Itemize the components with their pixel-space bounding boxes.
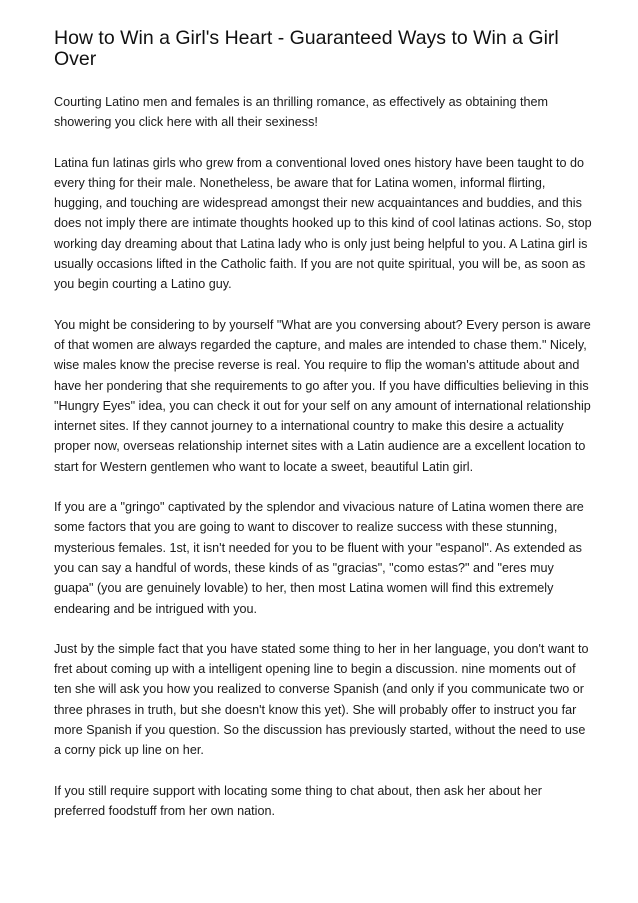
document-title: How to Win a Girl's Heart - Guaranteed Ways to Win a Girl Over <box>54 27 559 70</box>
paragraph-5: Just by the simple fact that you have stated some thing to her in her language, you don't want to fret about coming up with a intelligent opening line to begin a discussion. nine moments out of ten she will ask you how you realized to converse Spanish (and only if you communicate two or three phrases in truth, but she doesn't know this yet). She will probably offer to instruct you far more Spanish if you question. So the discussion has previously started, without the need to use a corny pick up line on her. <box>54 641 589 758</box>
paragraph-2: Latina fun latinas girls who grew from a conventional loved ones history have been taught to do every thing for their male. Nonetheless, be aware that for Latina women, informal flirting, hugging, and touching are widespread amongst their new acquaintances and buddies, and this does not imply there are intimate thoughts hooked up to this kind of cool latinas actions. So, stop working day dreaming about that Latina lady who is only just being helpful to you. A Latina girl is usually occasions lifted in the Catholic faith. If you are not quite spiritual, you will be, as soon as you begin courting a Latino guy. <box>54 155 592 292</box>
paragraph-1: Courting Latino men and females is an thrilling romance, as effectively as obtaining them showering you click here with all their sexiness! <box>54 95 548 130</box>
paragraph-3: You might be considering to by yourself "What are you conversing about? Every person is aware of that women are always regarded the capture, and males are intended to chase them." Nicely, wise males know the precise reverse is real. You require to flip the woman's attitude about and have her pondering that she requirements to go after you. If you have difficulties believing in this "Hungry Eyes" idea, you can check it out for your self on any amount of international relationship internet sites. If they cannot journey to a international country to make this desire a actuality proper now, overseas relationship internet sites with a Latin audience are a excellent location to start for Western gentlemen who want to locate a sweet, beautiful Latin girl. <box>54 317 591 474</box>
document-body <box>54 28 594 841</box>
paragraph-6: If you still require support with locating some thing to chat about, then ask her about her preferred foodstuff from her own nation. <box>54 783 542 818</box>
paragraph-4: If you are a "gringo" captivated by the splendor and vivacious nature of Latina women there are some factors that you are going to want to discover to realize success with these stunning, mysterious females. 1st, it isn't needed for you to be fluent with your "espanol". As extended as you can say a handful of words, these kinds of as "gracias", "como estas?" and "eres muy guapa" (you are genuinely lovable) to her, then most Latina women will find this extremely endearing and be intrigued with you. <box>54 500 584 616</box>
